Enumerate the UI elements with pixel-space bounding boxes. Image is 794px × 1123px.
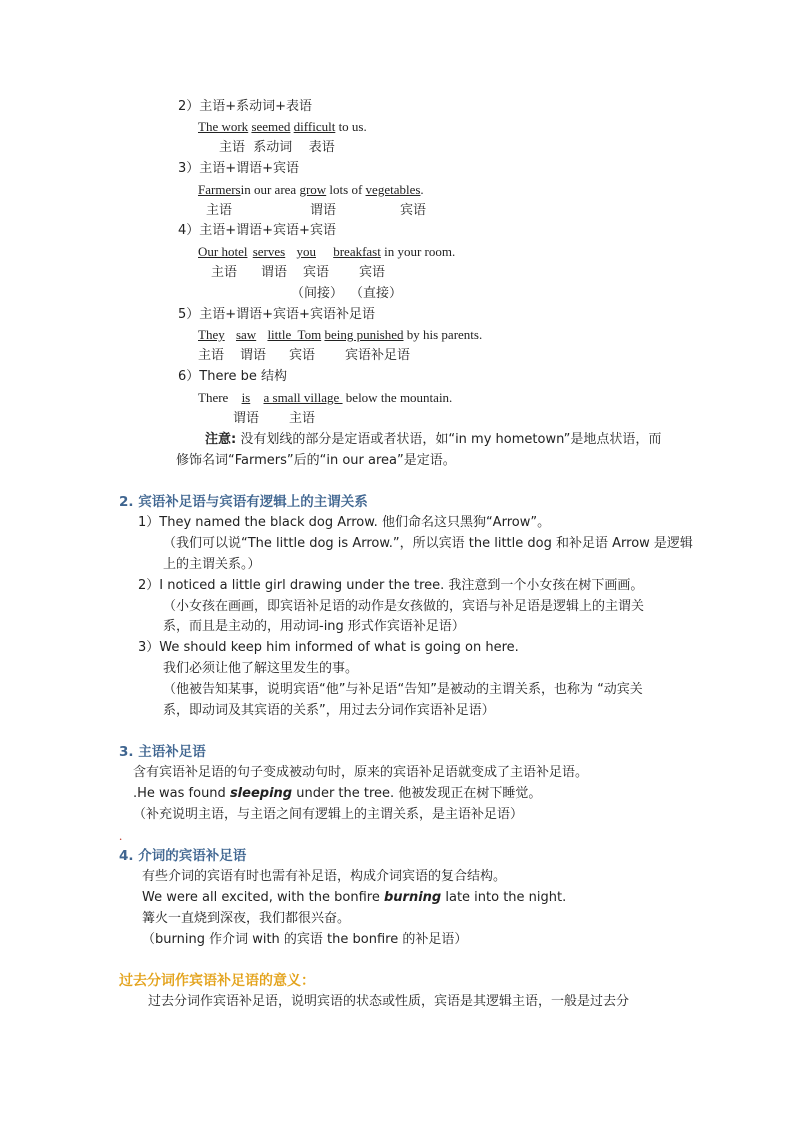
object-text: vegetables [365, 182, 421, 197]
role-label: 主语 [198, 348, 225, 363]
pattern-3-sentence [198, 181, 424, 199]
rest-text: to us. [338, 119, 367, 134]
section-4-heading: 4. 介词的宾语补足语 [119, 848, 247, 864]
predicative-text: difficult [293, 119, 336, 134]
subject-text: Our hotel [198, 244, 248, 259]
role-label: 谓语 [240, 348, 267, 363]
s2-line: 1）They named the black dog Arrow. 他们命名这只黑狗“Arrow”。 [138, 515, 551, 530]
period-text: . [420, 182, 424, 197]
role-label: 宾语 [400, 203, 427, 218]
pattern-3-title: 3）主语+谓语+宾语 [178, 161, 300, 176]
subject-text: a small village [263, 390, 343, 405]
pattern-2-roles: 主语 系动词 表语 [219, 140, 335, 155]
pattern-5-sentence [198, 326, 482, 344]
s2-line: （小女孩在画画，即宾语补足语的动作是女孩做的，宾语与补足语是逻辑上的主谓关 [163, 599, 645, 614]
verb-text: grow [299, 182, 327, 197]
s4-line: 有些介词的宾语有时也需有补足语，构成介词宾语的复合结构。 [142, 869, 507, 884]
section-3-heading: 3. 主语补足语 [119, 744, 206, 760]
rest-text: in your room. [380, 244, 456, 259]
role-label: 宾语补足语 [345, 348, 411, 363]
s3-line [133, 785, 541, 803]
s4-line: （burning 作介词 with 的宾语 the bonfire 的补足语） [142, 932, 468, 947]
rest-text: by his parents. [403, 327, 483, 342]
role-label: 谓语 [261, 265, 288, 280]
role-label: 谓语 [310, 203, 337, 218]
role-label: 谓语 [233, 411, 260, 426]
section-5-heading: 过去分词作宾语补足语的意义： [119, 973, 315, 989]
role-label: 宾语 [289, 348, 316, 363]
verb-text: saw [235, 327, 257, 342]
s3-text: .He was found [133, 786, 230, 801]
subject-text: The work [198, 119, 249, 134]
pattern-5-title: 5）主语+谓语+宾语+宾语补足语 [178, 307, 375, 322]
s4-line: 篝火一直烧到深夜，我们都很兴奋。 [142, 911, 351, 926]
s4-text: late into the night. [441, 890, 567, 905]
there-text: There [198, 390, 229, 405]
pattern-2-sentence [198, 118, 367, 136]
s2-line: 系，即动词及其宾语的关系”，用过去分词作宾语补足语） [163, 703, 495, 718]
indirect-object-text: you [296, 244, 316, 259]
s2-line: 系，而且是主动的，用动词-ing 形式作宾语补足语） [163, 619, 465, 634]
stray-dot: . [119, 828, 123, 843]
modifier-text: lots of [326, 182, 366, 197]
role-label: 宾语 [303, 265, 330, 280]
pattern-6-title: 6）There be 结构 [178, 369, 288, 384]
subject-text: Farmers [198, 182, 241, 197]
note-line-2: 修饰名词“Farmers”后的“in our area”是定语。 [176, 453, 456, 468]
note-indirect: （间接） [291, 286, 344, 301]
section-2-heading: 2. 宾语补足语与宾语有逻辑上的主谓关系 [119, 494, 368, 510]
subject-text: They [198, 327, 225, 342]
verb-text: serves [252, 244, 286, 259]
verb-text: seemed [251, 119, 291, 134]
pattern-4-sentence [198, 243, 455, 261]
s4-emphasis: burning [383, 890, 442, 905]
s2-line: （我们可以说“The little dog is Arrow.”，所以宾语 the little dog 和补足语 Arrow 是逻辑 [163, 536, 693, 551]
s5-line: 过去分词作宾语补足语，说明宾语的状态或性质，宾语是其逻辑主语，一般是过去分 [148, 994, 630, 1009]
note-direct: （直接） [350, 286, 403, 301]
s4-line [142, 889, 566, 907]
note-line-1 [205, 431, 661, 449]
role-label: 主语 [211, 265, 238, 280]
pattern-6-sentence [198, 389, 452, 407]
pattern-4-title: 4）主语+谓语+宾语+宾语 [178, 223, 336, 238]
note-text: 没有划线的部分是定语或者状语，如“in my hometown”是地点状语，而 [236, 432, 662, 447]
s2-line: 上的主谓关系。） [163, 557, 261, 572]
rest-text: below the mountain. [342, 390, 453, 405]
s4-text: We were all excited, with the bonfire [142, 890, 384, 905]
s3-text: under the tree. 他被发现正在树下睡觉。 [292, 786, 542, 801]
role-label: 宾语 [359, 265, 386, 280]
modifier-text: in our area [240, 182, 300, 197]
verb-text: is [241, 390, 251, 405]
note-label: 注意: [205, 432, 237, 447]
object-text: little Tom [267, 327, 322, 342]
role-label: 主语 [206, 203, 233, 218]
role-label: 主语 [289, 411, 316, 426]
direct-object-text: breakfast [333, 244, 381, 259]
s3-line: 含有宾语补足语的句子变成被动句时，原来的宾语补足语就变成了主语补足语。 [133, 765, 589, 780]
s3-line: （补充说明主语，与主语之间有逻辑上的主谓关系，是主语补足语） [133, 807, 524, 822]
s2-line: 2）I noticed a little girl drawing under the tree. 我注意到一个小女孩在树下画画。 [138, 578, 644, 593]
pattern-2-title: 2）主语+系动词+表语 [178, 99, 313, 114]
s2-line: （他被告知某事，说明宾语“他”与补足语“告知”是被动的主谓关系，也称为 “动宾关 [163, 682, 643, 697]
s2-line: 3）We should keep him informed of what is going on here. [138, 640, 519, 655]
complement-text: being punished [324, 327, 404, 342]
s3-emphasis: sleeping [229, 786, 293, 801]
s2-line: 我们必须让他了解这里发生的事。 [163, 661, 359, 676]
